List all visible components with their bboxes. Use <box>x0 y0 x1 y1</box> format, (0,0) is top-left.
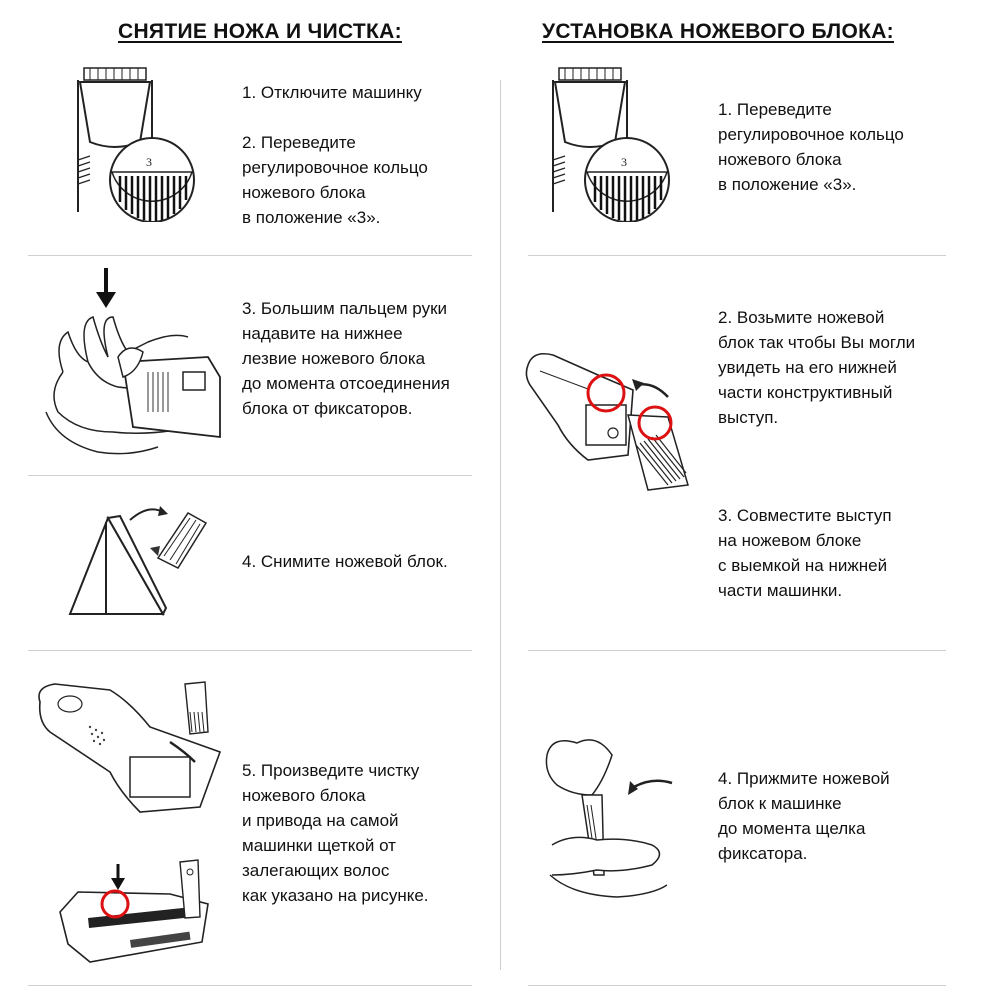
left-step-3-text: 3. Большим пальцем руки надавите на нижнее лезвие ножевого блока до момента отсоединения блока от фиксаторов. <box>242 299 450 418</box>
down-arrow-icon <box>111 878 125 890</box>
left-divider-1 <box>28 255 472 256</box>
right-divider-1 <box>528 255 946 256</box>
right-step-2-text: 2. Возьмите ножевой блок так чтобы Вы могли увидеть на его нижней части конструктивный выступ. <box>718 308 916 427</box>
right-divider-3 <box>528 985 946 986</box>
left-column-title: СНЯТИЕ НОЖА И ЧИСТКА: <box>118 20 402 43</box>
left-divider-3 <box>28 650 472 651</box>
right-column-title: УСТАНОВКА НОЖЕВОГО БЛОКА: <box>542 20 894 43</box>
blade-orientation-illustration <box>518 345 718 505</box>
column-divider <box>500 80 501 970</box>
left-divider-2 <box>28 475 472 476</box>
left-step-1-2-text: 1. Отключите машинку 2. Переведите регулировочное кольцо ножевого блока в положение «3». <box>242 83 428 227</box>
cleaning-illustration <box>30 672 230 972</box>
down-arrow-icon <box>96 292 116 308</box>
left-step-4-text: 4. Снимите ножевой блок. <box>242 552 448 571</box>
clipper-dial-illustration-left <box>70 62 195 222</box>
left-divider-4 <box>28 985 472 986</box>
blade-press-illustration <box>542 725 702 905</box>
hand-press-illustration <box>38 262 223 462</box>
blade-removal-illustration <box>68 498 218 618</box>
dial-number: 3 <box>146 155 152 169</box>
right-step-4-text: 4. Прижмите ножевой блок к машинке до момента щелка фиксатора. <box>718 769 890 863</box>
clipper-dial-illustration-right <box>545 62 670 222</box>
right-step-3-text: 3. Совместите выступ на ножевом блоке с выемкой на нижней части машинки. <box>718 506 892 600</box>
dial-number: 3 <box>621 155 627 169</box>
right-divider-2 <box>528 650 946 651</box>
curved-arrow-icon <box>158 506 168 516</box>
left-step-5-text: 5. Произведите чистку ножевого блока и привода на самой машинки щеткой от залегающих волос как указано на рисунке. <box>242 761 429 905</box>
curved-arrow-icon <box>628 781 638 795</box>
right-step-1-text: 1. Переведите регулировочное кольцо ножевого блока в положение «3». <box>718 100 904 194</box>
